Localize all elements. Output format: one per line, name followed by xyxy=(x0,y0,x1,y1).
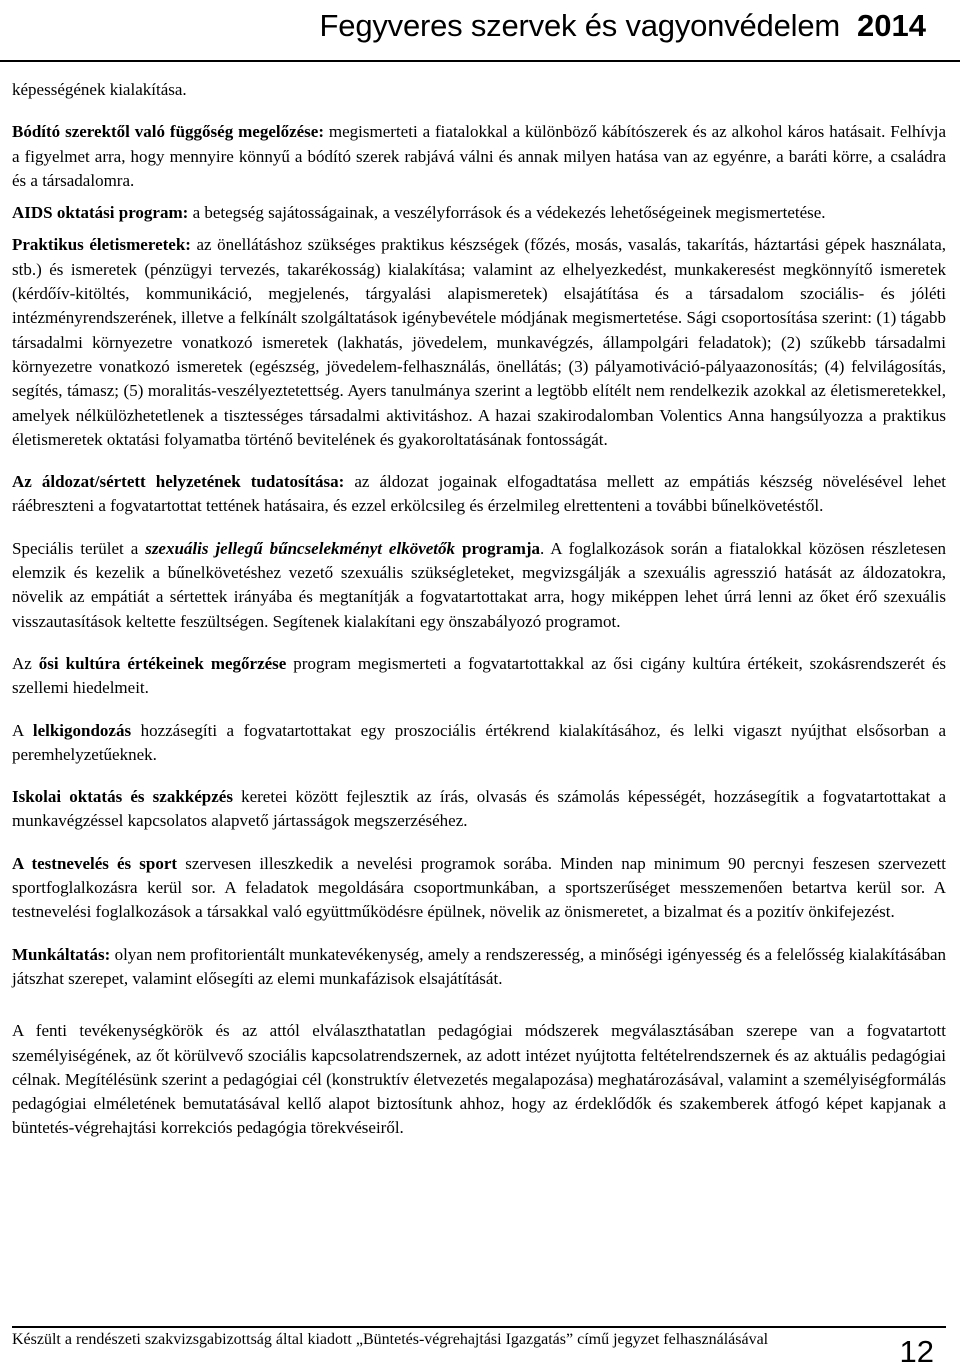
footer-divider xyxy=(12,1326,946,1328)
document-body xyxy=(12,78,946,1149)
paragraph-term: szexuális jellegű bűncselekményt elkövetők xyxy=(145,538,456,558)
page-number: 12 xyxy=(899,1334,934,1369)
paragraph-text: A fenti tevékenységkörök és az attól elválaszthatatlan pedagógiai módszerek megválasztásában szerepe van a fogvatartott személyiségének, az őt körülvevő szociális kapcsolatrendszernek, az adott intézet nyújtotta feltételrendszernek és az aktuális pedagógiai célnak. Megítélésünk szerint a pedagógiai cél (konstruktív életvezetés megalapozása) meghatározásával, valamint a személyiségformálás pedagógiai elméletének bemutatásával kellő alapot biztosítunk ahhoz, hogy az érdeklődők és szakemberek átfogó képet kapjanak a büntetés-végrehajtási korrekciós pedagógia törekvéseiről. xyxy=(12,1021,946,1138)
paragraph-term: AIDS oktatási program: xyxy=(12,203,189,223)
paragraph xyxy=(12,201,946,225)
paragraph-text: keretei között fejlesztik az írás, olvasás és számolás képességét, hozzásegítik a fogvatartottakat a munkavégzéssel kapcsolatos alapvető jártasságok megszerzéséhez. xyxy=(12,787,946,831)
paragraph xyxy=(12,233,946,452)
footer-text: Készült a rendészeti szakvizsgabizottság által kiadott „Büntetés-végrehajtási Igazgatás” című jegyzet felhasználásával xyxy=(12,1331,769,1348)
paragraph-text: olyan nem profitorientált munkatevékenység, amely a rendszeresség, a minőségi igényesség és a felelősség kialakításában játszhat szerepet, valamint elősegíti az elemi munkafázisok elsajátítását. xyxy=(12,944,946,988)
paragraph xyxy=(12,470,946,519)
paragraph-text: . A foglalkozások során a fiatalokkal közösen részletesen elemzik és kezelik a bűnelkövetéshez vezető szexuális szükségleteket, megvizsgálják a szexuális agresszió hatását az áldozatokra, növelik az empátiát a sértettek irányába és megtanítják a fogvatartottakat arra, hogy miképpen lehet úrrá lenni az őket érő szexuális visszautasítások keltette feszültségen. Segítenek kialakítani egy önszabályozó programot. xyxy=(12,538,947,631)
paragraph xyxy=(12,1019,946,1140)
paragraph-term: Iskolai oktatás és szakképzés xyxy=(12,787,233,807)
paragraph-term: Bódító szerektől való függőség megelőzése: xyxy=(12,122,325,142)
paragraph-text: Az xyxy=(12,653,39,673)
page-header xyxy=(0,0,960,62)
paragraph-text: képességének kialakítása. xyxy=(12,80,187,99)
header-title: Fegyveres szervek és vagyonvédelem xyxy=(319,8,840,43)
paragraph-text: a betegség sajátosságainak, a veszélyforrások és a védekezés lehetőségeinek megismertetése. xyxy=(188,203,826,223)
paragraph-text: Speciális terület a xyxy=(12,538,146,558)
paragraph xyxy=(12,652,946,701)
paragraph-text: A xyxy=(12,720,33,740)
paragraph xyxy=(12,719,946,768)
paragraph xyxy=(12,120,946,193)
paragraph xyxy=(12,943,946,992)
paragraph xyxy=(12,785,946,834)
header-year: 2014 xyxy=(857,8,926,43)
paragraph-term: A testnevelés és sport xyxy=(12,853,178,873)
paragraph-term: lelkigondozás xyxy=(32,720,132,740)
paragraph-text: az önellátáshoz szükséges praktikus készségek (főzés, mosás, vasalás, takarítás, háztartási gépek használata, stb.) és ismeretek (pénzügyi tervezés, takarékosság) kialakítása; valamint az elhelyezkedést, munkakeresést megkönnyítő ismeretek (kérdőív-kitöltés, kommunikáció, megjelenés, tárgyalási alapismeretek) elsajátítása és a társadalom szociális- és jóléti intézményrendszerének, illetve a felkínált szolgáltatások igénybevétele módjának megismertetése. Sági csoportosítása szerint: (1) tágabb társadalmi környezetre vonatkozó ismeretek (lakhatás, jövedelem, munkavégzés, állampolgári feladatok); (2) szűkebb társadalmi környezetre vonatkozó ismeretek (egészség, jövedelem-felhasználás, önellátás; (3) pályamotiváció-pályaazonosítás; (4) felvilágosítás, segítés, támasz; (5) moralitás-veszélyeztetettség. Ayers tanulmánya szerint a legtöbb elítélt nem rendelkezik azokkal az életismeretekkel, amelyek nélkülözhetetlenek a tisztességes társadalmi aktivitáshoz. A hazai szakirodalomban Volentics Anna hangsúlyozza a praktikus életismeretek oktatási folyamatba történő bevitelének és gyakoroltatásának fontosságát. xyxy=(12,235,946,449)
paragraph xyxy=(12,537,946,634)
paragraph-term: Munkáltatás: xyxy=(12,944,111,964)
paragraph-term: programja xyxy=(455,538,541,558)
paragraph-text: hozzásegíti a fogvatartottakat egy proszociális értékrend kialakításához, és lelki vigaszt nyújthat elsősorban a peremhelyzetűeknek. xyxy=(12,720,947,764)
paragraph-term: Az áldozat/sértett helyzetének tudatosítása: xyxy=(12,472,345,492)
paragraph-term: Praktikus életismeretek: xyxy=(12,235,191,255)
paragraph-text: az áldozat jogainak elfogadtatása mellett az empátiás készség növelésével lehet ráébreszteni a fogvatartottat tettének hatásaira, és ezzel erkölcsileg és érzelmileg elrettenteni a további bűnelkövetéstől. xyxy=(12,472,946,516)
paragraph-term: ősi kultúra értékeinek megőrzése xyxy=(38,653,287,673)
paragraph-text: megismerteti a fiatalokkal a különböző kábítószerek és az alkohol káros hatásait. Felhívja a figyelmet arra, hogy mennyire könnyű a bódító szerek rabjává válni és annak milyen hatása van az egyénre, a baráti körre, a családra és a társadalomra. xyxy=(12,122,946,190)
paragraph xyxy=(12,852,946,925)
paragraph-text: szervesen illeszkedik a nevelési programok sorába. Minden nap minimum 90 percnyi feszesen szervezett sportfoglalkozásra kerül sor. A feladatok megoldására csoportmunkában, a sportszerűséget messzemenően betartva kerül sor. A testnevelési foglalkozások a társakkal való együttműködésre épülnek, növelik az önismeretet, a bizalmat és a pozitív önkifejezést. xyxy=(12,853,946,922)
paragraph-text: program megismerteti a fogvatartottakkal az ősi cigány kultúra értékeit, szokásrendszerét és szellemi hiedelmeit. xyxy=(12,653,946,698)
paragraph xyxy=(12,78,946,102)
